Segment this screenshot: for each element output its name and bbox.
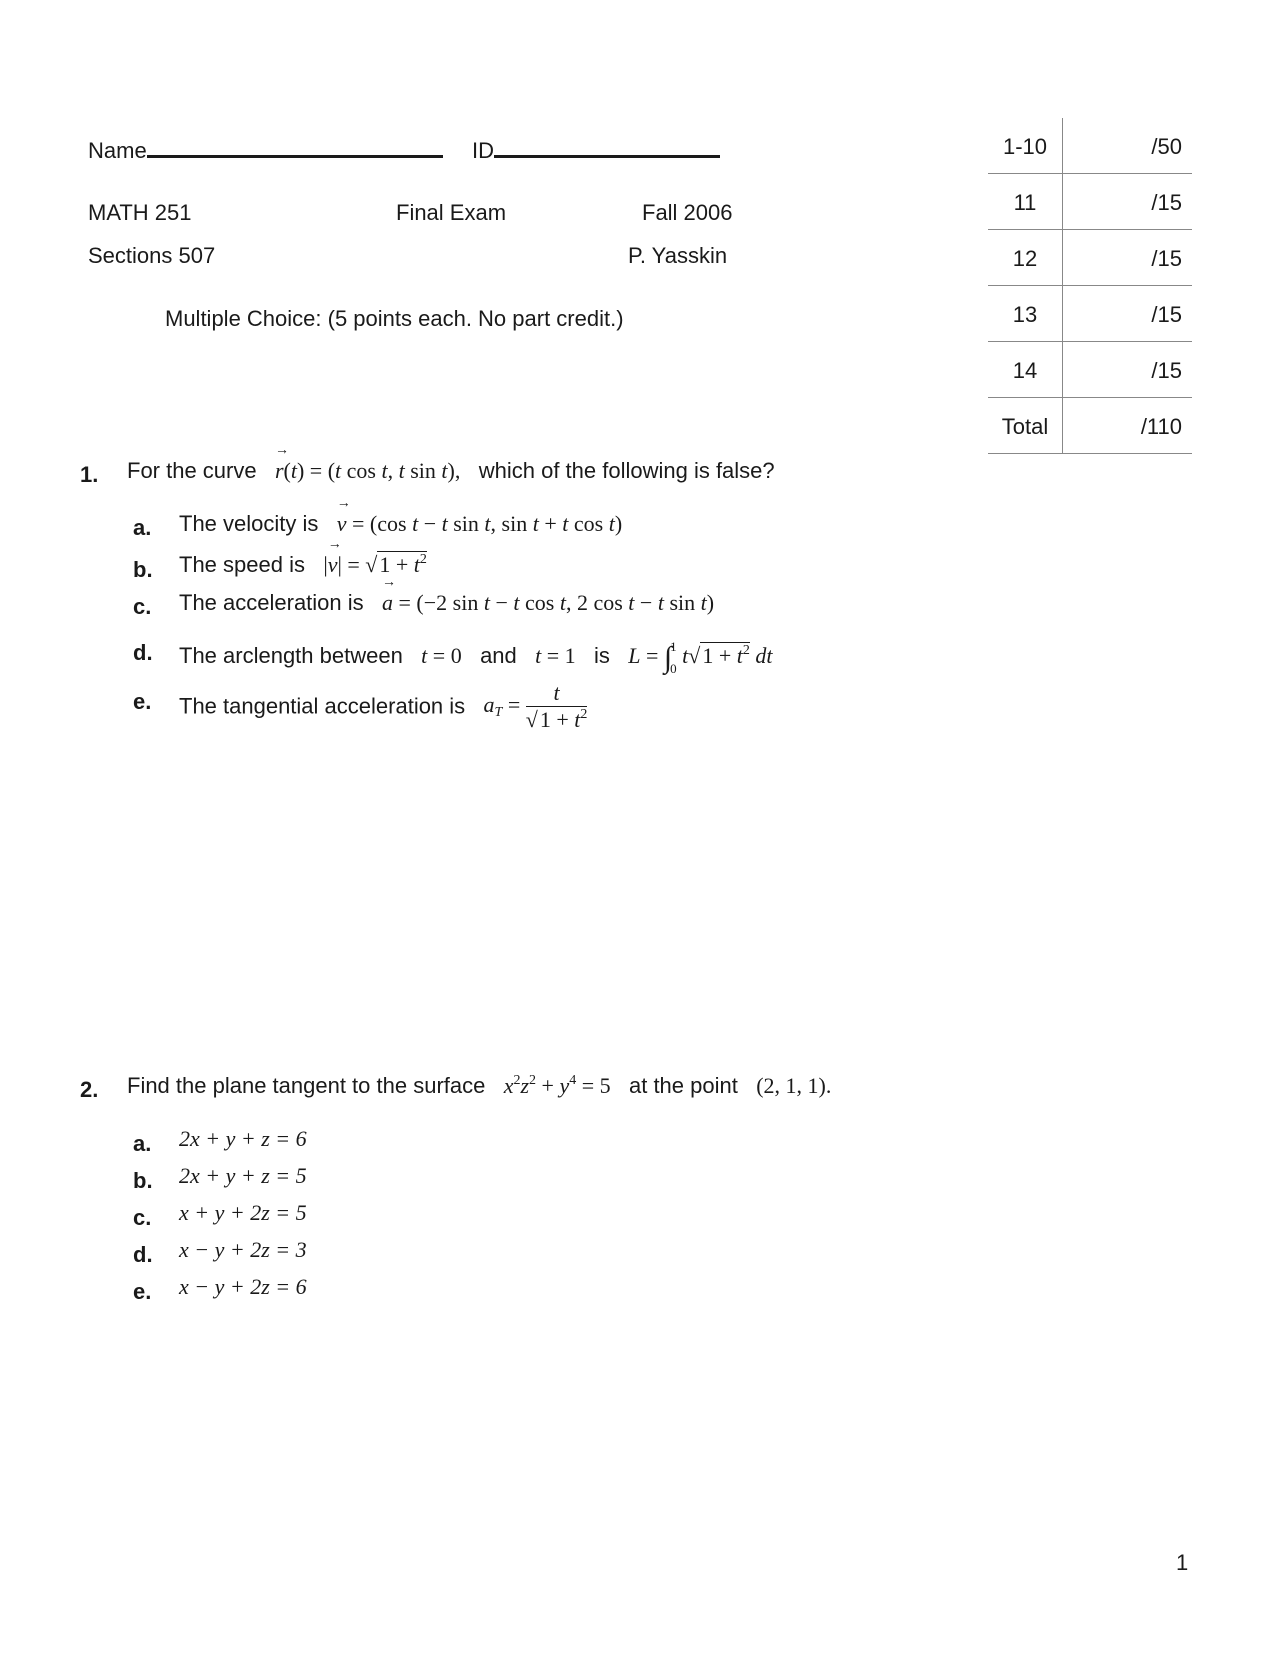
q2-point: (2, 1, 1). [756, 1073, 832, 1098]
score-table [988, 118, 1192, 454]
score-value: /15 [1151, 190, 1182, 215]
q1-option-c-text: The acceleration is [179, 590, 364, 615]
q2-option-letter: e. [133, 1279, 152, 1304]
q2-prompt-text-2: at the point [628, 1073, 738, 1098]
q1-option-e[interactable] [179, 680, 587, 733]
q1-option-d-t0: t = 0 [421, 643, 462, 669]
q1-option-d-text: The arclength between [179, 643, 403, 669]
q2-option-b[interactable]: 2x + y + z = 5 [179, 1163, 307, 1188]
q1-option-letter: e. [133, 689, 152, 714]
q1-prompt [127, 458, 775, 484]
q2-surface-formula: $x^2z^2 + y^4 = 5$ [503, 1073, 611, 1098]
score-row-total [988, 398, 1192, 454]
score-label: 12 [1012, 246, 1038, 271]
q1-prompt-text-2: which of the following is false? [478, 458, 775, 483]
score-label: 11 [1013, 190, 1037, 215]
q2-option-letter: c. [133, 1205, 152, 1230]
q2-option-a[interactable]: 2x + y + z = 6 [179, 1126, 307, 1151]
exam-title: Final Exam [396, 200, 507, 225]
score-label: 14 [1012, 358, 1038, 383]
q2-option-letter: a. [133, 1131, 152, 1156]
q2-option-d[interactable]: x − y + 2z = 3 [179, 1237, 307, 1262]
course-title: MATH 251 [88, 200, 192, 225]
q1-option-d-t1: t = 1 [535, 643, 576, 669]
name-label: Name [88, 138, 147, 163]
q1-option-d-text-2: and [480, 643, 517, 669]
q1-option-a[interactable] [179, 511, 622, 537]
q1-option-e-text: The tangential acceleration is [179, 693, 466, 719]
q2-prompt-text: Find the plane tangent to the surface [127, 1073, 486, 1098]
id-field [472, 138, 720, 164]
q1-option-letter: d. [133, 640, 153, 665]
q2-prompt [127, 1073, 831, 1099]
id-blank[interactable] [494, 155, 720, 158]
score-value: /50 [1151, 134, 1182, 159]
q1-prompt-text: For the curve [127, 458, 257, 483]
q2-option-letter: b. [133, 1168, 153, 1193]
q1-curve-formula: → r(t) = (t cos t, t sin t), [275, 458, 460, 483]
q1-number: 1. [80, 462, 99, 487]
q1-option-b-text: The speed is [179, 552, 305, 577]
q1-option-a-text: The velocity is [179, 511, 319, 536]
score-row [988, 118, 1192, 174]
score-label: 1-10 [1002, 134, 1048, 159]
score-value: /110 [1140, 414, 1182, 439]
q1-option-letter: a. [133, 515, 152, 540]
q2-option-c[interactable]: x + y + 2z = 5 [179, 1200, 307, 1225]
score-row [988, 230, 1192, 286]
q2-option-letter: d. [133, 1242, 153, 1267]
q2-number: 2. [80, 1077, 99, 1102]
score-label: 13 [1012, 302, 1038, 327]
q1-option-a-formula: → v = (cos t − t sin t, sin t + t cos t) [337, 511, 622, 536]
score-value: /15 [1151, 358, 1182, 383]
score-row [988, 286, 1192, 342]
score-row [988, 174, 1192, 230]
score-value: /15 [1151, 302, 1182, 327]
score-row [988, 342, 1192, 398]
q1-option-letter: c. [133, 594, 152, 619]
score-value: /15 [1151, 246, 1182, 271]
score-label: Total [1001, 414, 1049, 439]
q1-option-letter: b. [133, 557, 153, 582]
instructions: Multiple Choice: (5 points each. No part credit.) [165, 306, 624, 331]
name-blank[interactable] [147, 155, 443, 158]
q1-option-b-formula: |→ $v| = √1 + t^2$ [323, 552, 427, 577]
id-label: ID [472, 138, 494, 163]
q1-option-d[interactable] [179, 636, 773, 680]
name-field [88, 138, 443, 164]
q1-option-c[interactable] [179, 590, 714, 616]
q1-option-d-formula: L = ∫1 0 $t√1 + t^2$ dt [628, 639, 773, 676]
exam-term: Fall 2006 [642, 200, 733, 225]
instructor: P. Yasskin [628, 243, 728, 268]
q1-option-c-formula: → a = (−2 sin t − t cos t, 2 cos t − t sin t) [382, 590, 714, 615]
q2-option-e[interactable]: x − y + 2z = 6 [179, 1274, 307, 1299]
q1-option-e-formula: $a_T$ = $\frac{t}{√1 + t^2}$ [483, 680, 588, 732]
page-number: 1 [1176, 1550, 1189, 1575]
q1-option-d-text-3: is [594, 643, 610, 669]
sections: Sections 507 [88, 243, 216, 268]
